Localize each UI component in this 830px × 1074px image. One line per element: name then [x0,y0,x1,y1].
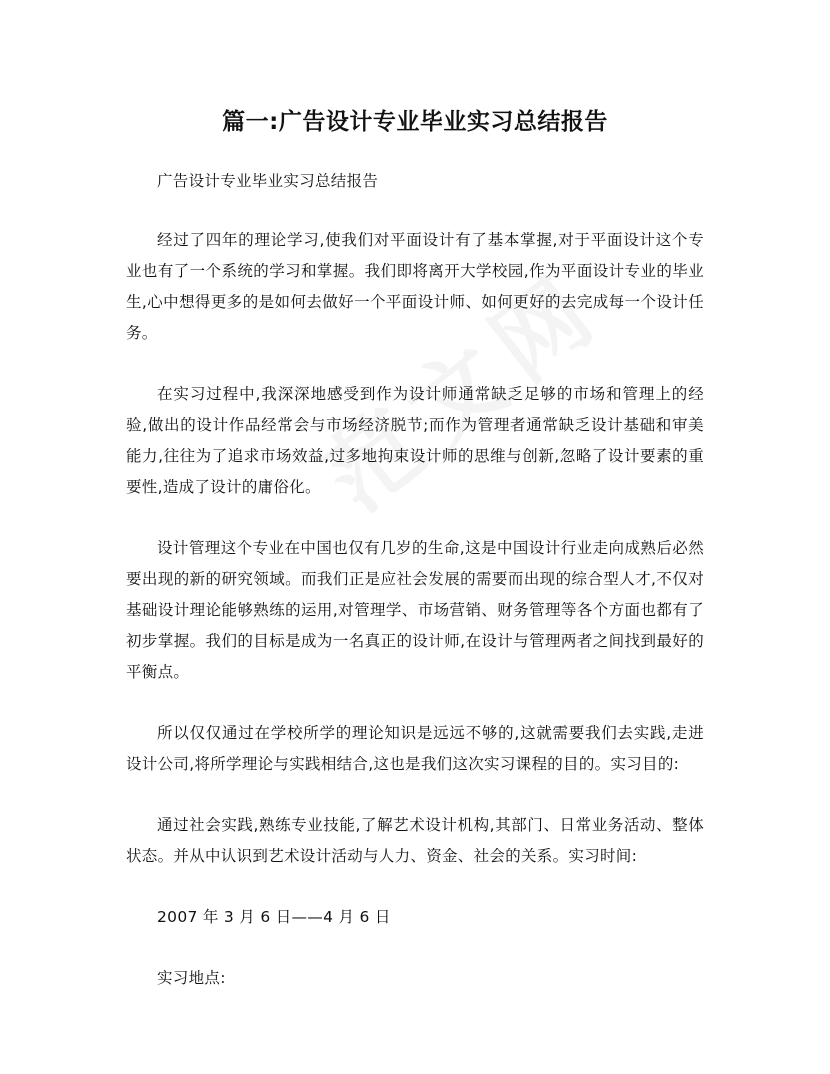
paragraph-internship-experience: 在实习过程中,我深深地感受到作为设计师通常缺乏足够的市场和管理上的经验,做出的设计作品经常会与市场经济脱节;而作为管理者通常缺乏设计基础和审美能力,往往为了追求市场效益,过多地拘束设计师的思维与创新,忽略了设计要素的重要性,造成了设计的庸俗化。 [126,385,704,496]
paragraph-design-management: 设计管理这个专业在中国也仅有几岁的生命,这是中国设计行业走向成熟后必然要出现的新的研究领域。而我们正是应社会发展的需要而出现的综合型人才,不仅对基础设计理论能够熟练的运用,对管理学、市场营销、财务管理等各个方面也都有了初步掌握。我们的目标是成为一名真正的设计师,在设计与管理两者之间找到最好的平衡点。 [126,539,704,681]
paragraph-internship-dates: 2007 年 3 月 6 日——4 月 6 日 [157,908,391,926]
paragraph-practice-purpose: 所以仅仅通过在学校所学的理论知识是远远不够的,这就需要我们去实践,走进设计公司,将所学理论与实践相结合,这也是我们这次实习课程的目的。实习目的: [126,724,704,773]
paragraph-intro: 经过了四年的理论学习,使我们对平面设计有了基本掌握,对于平面设计这个专业也有了一个系统的学习和掌握。我们即将离开大学校园,作为平面设计专业的毕业生,心中想得更多的是如何去做好一个平面设计师、如何更好的去完成每一个设计任务。 [126,231,704,342]
document-title: 篇一:广告设计专业毕业实习总结报告 [222,109,608,135]
paragraph-internship-goals: 通过社会实践,熟练专业技能,了解艺术设计机构,其部门、日常业务活动、整体状态。并从中认识到艺术设计活动与人力、资金、社会的关系。实习时间: [126,816,704,865]
paragraph-internship-location: 实习地点: [157,969,226,987]
document-subtitle: 广告设计专业毕业实习总结报告 [157,172,379,190]
